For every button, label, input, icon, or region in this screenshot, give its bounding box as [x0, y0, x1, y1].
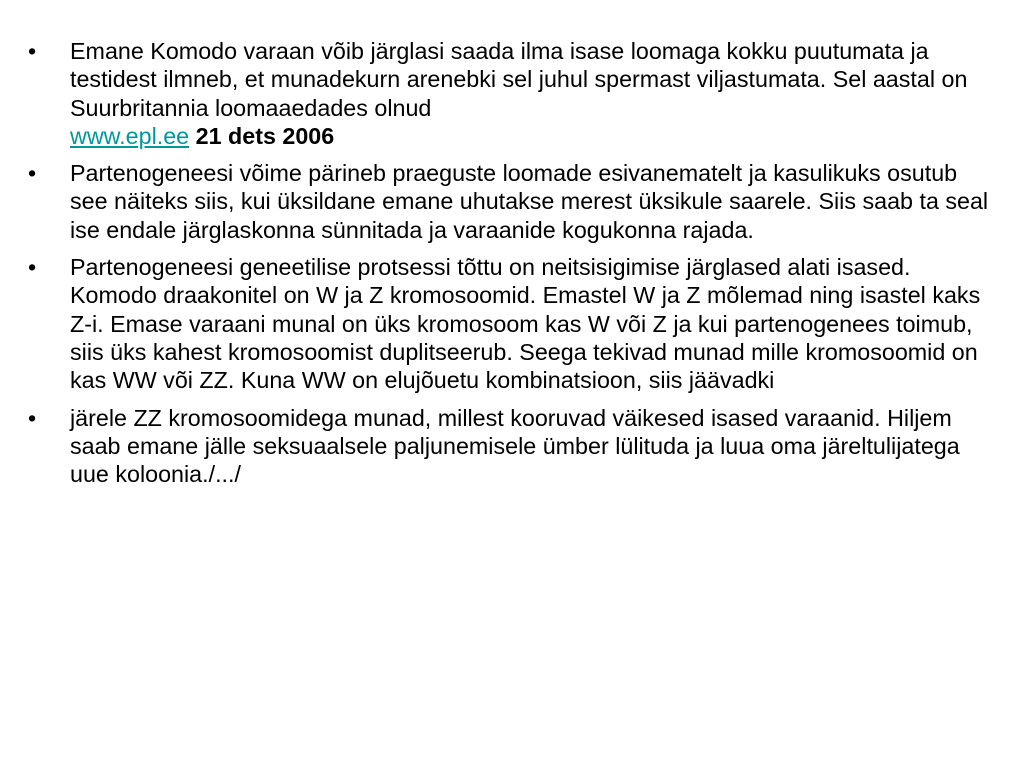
bullet-text: Partenogeneesi geneetilise protsessi tõttu on neitsisigimise järglased alati isased. Komodo draakonitel on W ja Z kromosoomid. Emastel W ja Z mõlemad ning isastel kaks Z-i. Emase varaani munal on üks kromosoom kas W või Z ja kui partenogenees toimub, siis üks kahest kromosoomist duplitseerub. Seega tekivad munad mille kromosoomid on kas WW või ZZ. Kuna WW on elujõuetu kombinatsioon, siis jäävadki: [70, 254, 981, 394]
source-link[interactable]: www.epl.ee: [70, 122, 190, 149]
bullet-marker: •: [28, 160, 37, 187]
source-date: 21 dets 2006: [195, 122, 335, 149]
bullet-text: Partenogeneesi võime pärineb praeguste loomade esivanematelt ja kasulikuks osutub see näiteks siis, kui üksildane emane uhutakse merest üksikule saarele. Siis saab ta seal ise endale järglaskonna sünnitada ja varaanide kogukonna rajada.: [70, 160, 989, 243]
bullet-item-2: [28, 159, 994, 244]
bullet-item-3: [28, 253, 994, 394]
bullet-marker: •: [28, 404, 37, 431]
bullet-marker: •: [28, 38, 37, 64]
bullet-item-1: [28, 37, 994, 150]
bullet-list: [28, 37, 994, 497]
bullet-text: Emane Komodo varaan võib järglasi saada ilma isase loomaga kokku puutumata ja testidest ilmneb, et munadekurn arenebki sel juhul spermast viljastumata. Sel aastal on Suurbritannia loomaaedades olnud: [70, 38, 968, 121]
bullet-marker: •: [28, 254, 37, 281]
bullet-text: järele ZZ kromosoomidega munad, millest kooruvad väikesed isased varaanid. Hiljem saab emane jälle seksuaalsele paljunemisele ümber lülituda ja luua oma järeltulijatega uue koloonia./.../: [70, 404, 960, 488]
bullet-item-4: [28, 404, 994, 489]
